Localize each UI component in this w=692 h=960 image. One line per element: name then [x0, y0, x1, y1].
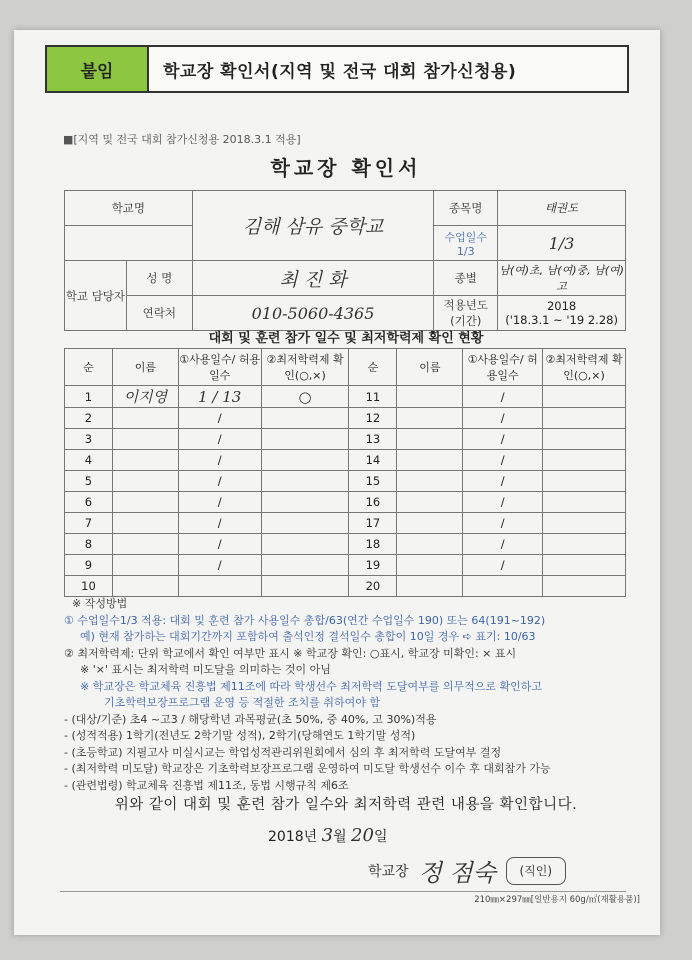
table-row	[65, 471, 626, 492]
school-info-table	[64, 190, 626, 331]
principal-signature-block	[368, 853, 566, 888]
cell-check	[543, 471, 626, 492]
cell-name	[112, 534, 178, 555]
cell-name	[112, 429, 178, 450]
cell-name	[112, 471, 178, 492]
official-seal: (직인)	[506, 857, 566, 885]
cell-check: ○	[261, 386, 349, 408]
table-row	[65, 386, 626, 408]
cell-days: /	[178, 429, 261, 450]
cell-days: /	[463, 450, 543, 471]
cell-no: 7	[65, 513, 113, 534]
cell-name	[397, 555, 463, 576]
school-name-label: 학교명	[65, 191, 193, 226]
cell-name	[112, 492, 178, 513]
cell-name	[397, 513, 463, 534]
cell-name	[397, 471, 463, 492]
cell-name	[397, 408, 463, 429]
cell-name	[397, 386, 463, 408]
col-no-right: 순	[349, 349, 397, 386]
table-row	[65, 450, 626, 471]
table-row	[65, 534, 626, 555]
col-check-left: ②최저학력제 확인(○,×)	[261, 349, 349, 386]
applied-year-label: 적용년도 (기간)	[434, 296, 498, 331]
cell-name	[397, 534, 463, 555]
note-1a: ① 수업일수1/3 적용: 대회 및 훈련 참가 사용일수 총합/63(연간 수업일수 190) 또는 64(191~192)	[64, 613, 546, 627]
cell-check	[543, 408, 626, 429]
contact-value: 010-5060-4365	[192, 296, 434, 331]
cell-no: 14	[349, 450, 397, 471]
class-days-ratio-value: 1/3	[498, 226, 626, 261]
cell-days: /	[178, 450, 261, 471]
cell-days: /	[463, 513, 543, 534]
cell-check	[543, 386, 626, 408]
detail-1: - (대상/기준) 초4 ~고3 / 해당학년 과목평균(초 50%, 중 40%, 고 30%)적용	[64, 712, 437, 726]
cell-no: 6	[65, 492, 113, 513]
cell-no: 17	[349, 513, 397, 534]
cell-check	[261, 429, 349, 450]
detail-5: - (관련법령) 학교체육 진흥법 제11조, 동법 시행규칙 제6조	[64, 778, 349, 792]
cell-check	[543, 513, 626, 534]
detail-3: - (초등학교) 지필고사 미실시교는 학업성적관리위원회에서 심의 후 최저학력 도달여부 결정	[64, 745, 502, 759]
principal-signature: 정 점숙	[418, 859, 496, 887]
cell-days: /	[463, 471, 543, 492]
table-row	[65, 513, 626, 534]
cell-check	[261, 492, 349, 513]
cell-no: 12	[349, 408, 397, 429]
signing-date	[268, 825, 387, 846]
cell-check	[543, 576, 626, 597]
document-header	[45, 45, 629, 93]
cell-check	[543, 555, 626, 576]
class-days-ratio-label: 수업일수 1/3	[434, 226, 498, 261]
gender-label: 종별	[434, 261, 498, 296]
cell-check	[261, 534, 349, 555]
cell-days: /	[463, 408, 543, 429]
cell-no: 8	[65, 534, 113, 555]
table-row	[65, 576, 626, 597]
col-name-left: 이름	[112, 349, 178, 386]
cell-no: 4	[65, 450, 113, 471]
cell-name	[112, 576, 178, 597]
cell-name	[112, 450, 178, 471]
cell-name	[397, 576, 463, 597]
document-title: 학교장 확인서	[270, 156, 422, 180]
cell-name	[397, 492, 463, 513]
cell-check	[543, 450, 626, 471]
attachment-badge: 붙임	[47, 47, 149, 91]
col-name-right: 이름	[397, 349, 463, 386]
cell-name	[397, 429, 463, 450]
writing-instructions	[64, 596, 639, 794]
cell-days: /	[178, 408, 261, 429]
date-day-unit: 일	[373, 829, 388, 845]
cell-name	[112, 408, 178, 429]
detail-4: - (최저학력 미도달) 학교장은 기초학력보장프로그램 운영하여 미도달 학생선수 이수 후 대회참가 가능	[64, 762, 551, 775]
col-days-left: ①사용일수/ 허용일수	[178, 349, 261, 386]
cell-check	[543, 429, 626, 450]
cell-name	[397, 450, 463, 471]
detail-2: - (성적적용) 1학기(전년도 2학기말 성적), 2학기(당해연도 1학기말 성적)	[64, 729, 416, 742]
cell-no: 3	[65, 429, 113, 450]
event-label: 종목명	[434, 191, 498, 226]
confirmation-statement: 위와 같이 대회 및 훈련 참가 일수와 최저학력 관련 내용을 확인합니다.	[114, 797, 578, 813]
cell-check	[261, 471, 349, 492]
contact-label: 연락처	[126, 296, 192, 331]
cell-days	[178, 576, 261, 597]
cell-days: /	[178, 555, 261, 576]
cell-no: 11	[349, 386, 397, 408]
gender-value: 남(여)초, 남(여)중, 남(여)고	[498, 261, 626, 296]
cell-days: /	[178, 471, 261, 492]
note-4b: 기초학력보장프로그램 운영 등 적절한 조치를 취하여야 함	[104, 696, 381, 709]
applied-period-value: ('18.3.1 ~ '19 2.28)	[505, 313, 618, 327]
notes-heading: ※ 작성방법	[72, 597, 128, 610]
note-4a: ※ 학교장은 학교체육 진흥법 제11조에 따라 학생선수 최저학력 도달여부를 의무적으로 확인하고	[80, 679, 542, 693]
date-month-unit: 월	[333, 829, 347, 845]
cell-days: /	[178, 534, 261, 555]
event-value: 태권도	[498, 191, 626, 226]
cell-days: /	[463, 429, 543, 450]
col-days-right: ①사용일수/ 허용일수	[463, 349, 543, 386]
cell-check	[543, 492, 626, 513]
cell-no: 16	[349, 492, 397, 513]
cell-days: /	[463, 534, 543, 555]
participation-table	[64, 348, 626, 597]
cell-no: 18	[349, 534, 397, 555]
cell-no: 15	[349, 471, 397, 492]
cell-check	[261, 513, 349, 534]
cell-days	[463, 576, 543, 597]
note-3: ※ '×' 표시는 최저학력 미도달을 의미하는 것이 아님	[80, 663, 331, 676]
table-row	[65, 555, 626, 576]
cell-name: 이지영	[112, 386, 178, 408]
cell-no: 10	[65, 576, 113, 597]
note-2: ② 최저학력제: 단위 학교에서 확인 여부만 표시 ※ 학교장 확인: ○표시, 학교장 미확인: × 표시	[64, 646, 517, 660]
cell-days: /	[178, 492, 261, 513]
cell-days: /	[178, 513, 261, 534]
col-no-left: 순	[65, 349, 113, 386]
manager-name-label: 성 명	[126, 261, 192, 296]
standard-note: ■[지역 및 전국 대회 참가신청용 2018.3.1 적용]	[63, 133, 301, 146]
cell-days: /	[463, 492, 543, 513]
cell-no: 2	[65, 408, 113, 429]
date-day: 20	[351, 825, 374, 846]
cell-check	[261, 555, 349, 576]
header-title: 학교장 확인서(지역 및 전국 대회 참가신청용)	[163, 61, 517, 82]
applied-year-cell	[498, 296, 626, 331]
date-month: 3	[321, 825, 334, 846]
cell-days: /	[463, 386, 543, 408]
cell-days: 1 / 13	[178, 386, 261, 408]
cell-check	[543, 534, 626, 555]
school-name-value: 김해 삼유 중학교	[192, 191, 434, 261]
date-year: 2018년	[268, 829, 318, 845]
cell-no: 20	[349, 576, 397, 597]
cell-no: 9	[65, 555, 113, 576]
cell-days: /	[463, 555, 543, 576]
cell-no: 13	[349, 429, 397, 450]
note-1b: 예) 현재 참가하는 대회기간까지 포함하여 출석인정 결석일수 총합이 10일 경우 ➪ 표기: 10/63	[80, 630, 536, 643]
cell-check	[261, 450, 349, 471]
principal-label: 학교장	[368, 863, 409, 880]
cell-name	[112, 513, 178, 534]
cell-no: 5	[65, 471, 113, 492]
col-check-right: ②최저학력제 확인(○,×)	[543, 349, 626, 386]
participation-list-title: 대회 및 훈련 참가 일수 및 최저학력제 확인 현황	[208, 331, 484, 346]
cell-name	[112, 555, 178, 576]
footer-divider	[60, 891, 626, 892]
table-row	[65, 408, 626, 429]
cell-check	[261, 408, 349, 429]
paper-spec-footer: 210㎜×297㎜[일반용지 60g/㎡(재활용품)]	[474, 895, 640, 905]
cell-no: 1	[65, 386, 113, 408]
table-row	[65, 492, 626, 513]
cell-no: 19	[349, 555, 397, 576]
applied-year-value: 2018	[546, 299, 577, 313]
table-row	[65, 429, 626, 450]
school-manager-label: 학교 담당자	[65, 261, 127, 331]
manager-name-value: 최 진 화	[192, 261, 434, 296]
cell-check	[261, 576, 349, 597]
